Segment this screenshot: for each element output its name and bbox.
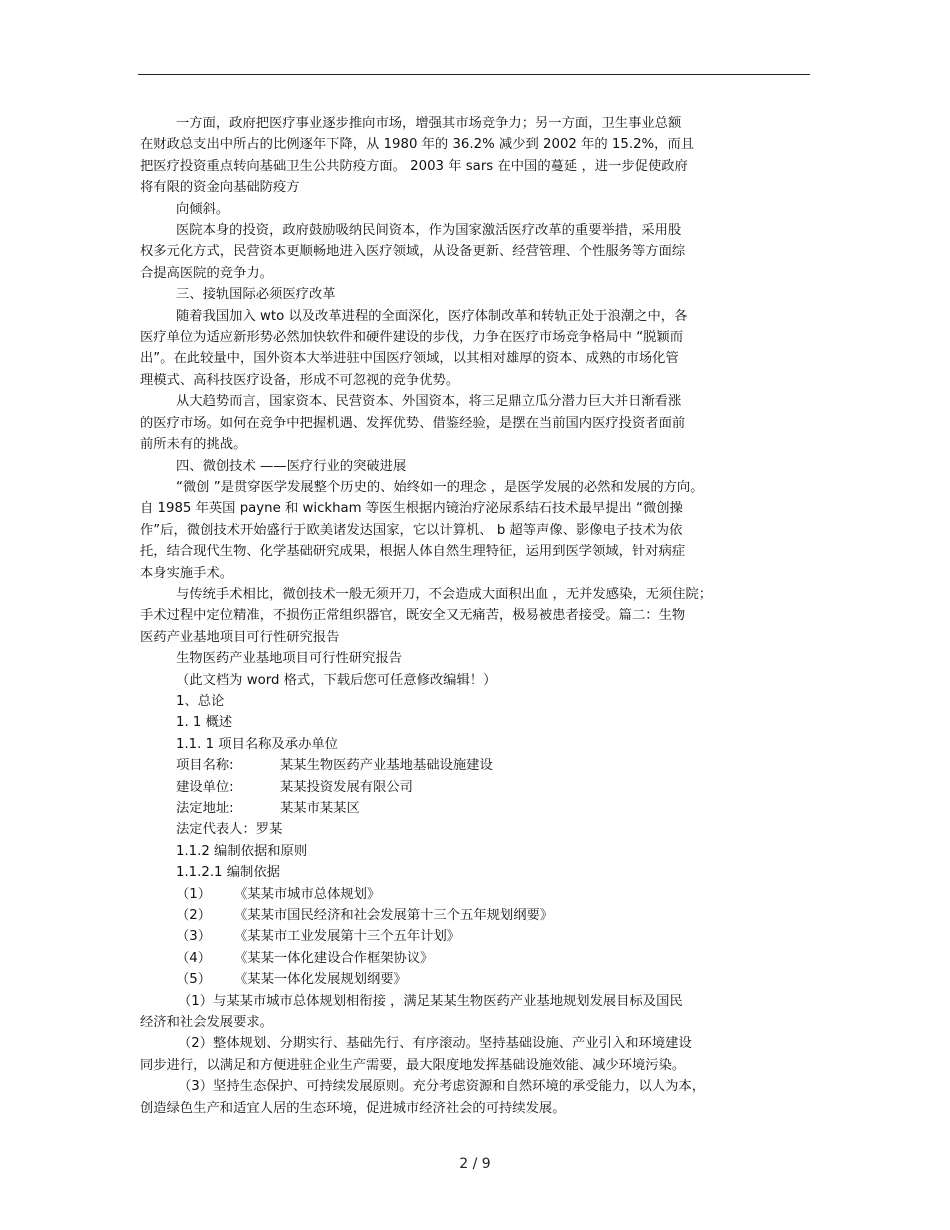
text-line: 向倾斜。 (176, 201, 230, 217)
info-row (140, 798, 800, 819)
text-line: 医药产业基地项目可行性研究报告 (140, 629, 340, 645)
text-line: 一方面，政府把医疗事业逐步推向市场，增强其市场竞争力；另一方面，卫生事业总额 (176, 116, 682, 131)
text-line: 手术过程中定位精准，不损伤正常组织器官，既安全又无痛苦，极易被患者接受。篇二：生物 (140, 608, 686, 624)
text-line: （此文档为 word 格式，下载后您可任意修改编辑！） (176, 672, 497, 688)
principle-line: （3）坚持生态保护、可持续发展原则。充分考虑资源和自然环境的承受能力，以人为本， (178, 1079, 706, 1095)
text-line: 医疗单位为适应新形势必然加快软件和硬件建设的步伐，力争在医疗市场竞争格局中 “脱颖而 (140, 330, 683, 346)
section-heading: 1.1.2.1 编制依据 (176, 865, 280, 881)
reference-number: （5） (176, 972, 212, 988)
text-line: 托，结合现代生物、化学基础研究成果，根据人体自然生理特征，运用到医学领域，针对病症 (140, 544, 686, 560)
info-value: 某某投资发展有限公司 (280, 779, 413, 795)
text-line: 医院本身的投资，政府鼓励吸纳民间资本，作为国家激活医疗改革的重要举措，采用股 (176, 223, 682, 239)
reference-number: （1） (176, 886, 212, 902)
document-body (140, 113, 800, 1119)
reference-number: （4） (176, 950, 212, 966)
reference-number: （2） (176, 908, 212, 924)
text-line: “微创 ”是贯穿医学发展整个历史的、始终如一的理念 ，是医学发展的必然和发展的方向。 (176, 479, 704, 495)
reference-title: 《某某市工业发展第十三个五年计划》 (234, 929, 461, 945)
principle-line: （1）与某某市城市总体规划相衔接 ，满足某某生物医药产业基地规划发展目标及国民 (178, 993, 683, 1009)
info-value: 某某市某某区 (280, 801, 360, 816)
section-heading: 三、接轨国际必须医疗改革 (176, 287, 336, 303)
reference-item (140, 884, 800, 905)
reference-title: 《某某市国民经济和社会发展第十三个五年规划纲要》 (234, 908, 554, 924)
text-line: 权多元化方式，民营资本更顺畅地进入医疗领域，从设备更新、经营管理、个性服务等方面综 (140, 244, 686, 260)
text-line: 理模式、高科技医疗设备，形成不可忽视的竞争优势。 (140, 372, 460, 388)
text-line: 出”。在此较量中，国外资本大举进驻中国医疗领域，以其相对雄厚的资本、成熟的市场化管 (140, 351, 679, 367)
text-line: 前所未有的挑战。 (140, 437, 247, 453)
principle-line: 创造绿色生产和适宜人居的生态环境，促进城市经济社会的可持续发展。 (140, 1100, 566, 1116)
info-label: 建设单位: (176, 779, 234, 795)
text-line: 将有限的资金向基础防疫方 (140, 180, 300, 196)
section-heading: 1.1.2 编制依据和原则 (176, 843, 308, 859)
text-line: 的医疗市场。如何在竞争中把握机遇、发挥优势、借鉴经验，是摆在当前国内医疗投资者面前 (140, 415, 686, 431)
info-label: 法定地址: (176, 801, 234, 816)
reference-title: 《某某一体化发展规划纲要》 (234, 972, 407, 988)
info-value: 某某生物医药产业基地基础设施建设 (280, 758, 493, 774)
section-heading: 四、微创技术 ——医疗行业的突破进展 (176, 458, 407, 474)
principle-line: 同步进行，以满足和方便进驻企业生产需要，最大限度地发挥基础设施效能、减少环境污染。 (140, 1057, 686, 1073)
report-title: 生物医药产业基地项目可行性研究报告 (176, 651, 403, 667)
text-line: 在财政总支出中所占的比例逐年下降，从 1980 年的 36.2% 减少到 2002 年的 15.2%，而且 (140, 137, 695, 153)
legal-rep: 法定代表人：罗某 (176, 822, 283, 838)
info-row (140, 755, 800, 776)
info-label: 项目名称: (176, 758, 234, 774)
reference-item (140, 905, 800, 926)
page-number: 2 / 9 (459, 1156, 491, 1172)
text-line: 从大趋势而言，国家资本、民营资本、外国资本，将三足鼎立瓜分潜力巨大并日渐看涨 (176, 394, 682, 410)
text-line: 本身实施手术。 (140, 565, 234, 581)
text-line: 随着我国加入 wto 以及改革进程的全面深化，医疗体制改革和转轨正处于浪潮之中，各 (176, 308, 688, 324)
section-heading: 1.1. 1 项目名称及承办单位 (176, 736, 338, 752)
reference-number: （3） (176, 929, 212, 945)
text-line: 作”后，微创技术开始盛行于欧美诸发达国家，它以计算机、 b 超等声像、影像电子技术为依 (140, 522, 683, 538)
text-line: 与传统手术相比，微创技术一般无须开刀，不会造成大面积出血 ，无并发感染，无须住院； (176, 586, 713, 602)
section-heading: 1、总论 (176, 693, 225, 709)
reference-item (140, 948, 800, 969)
reference-item (140, 969, 800, 990)
section-heading: 1. 1 概述 (176, 715, 233, 731)
reference-title: 《某某一体化建设合作框架协议》 (234, 950, 434, 966)
text-line: 把医疗投资重点转向基础卫生公共防疫方面。 2003 年 sars 在中国的蔓延 ，进一步促使政府 (140, 158, 688, 174)
reference-item (140, 926, 800, 947)
text-line: 合提高医院的竞争力。 (140, 265, 273, 281)
principle-line: 经济和社会发展要求。 (140, 1015, 273, 1031)
reference-title: 《某某市城市总体规划》 (234, 886, 381, 902)
header-rule (138, 74, 810, 75)
principle-line: （2）整体规划、分期实行、基础先行、有序滚动。坚持基础设施、产业引入和环境建设 (178, 1036, 692, 1052)
text-line: 自 1985 年英国 payne 和 wickham 等医生根据内镜治疗泌尿系结石技术最早提出 “微创操 (140, 501, 683, 517)
info-row (140, 777, 800, 798)
